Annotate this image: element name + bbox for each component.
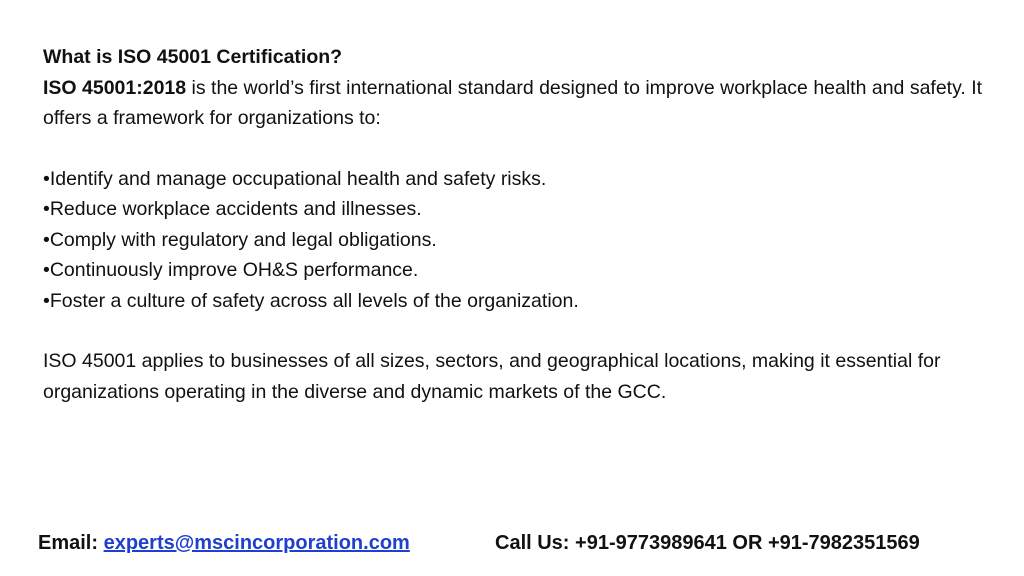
list-item-text: Comply with regulatory and legal obligations.	[49, 228, 437, 251]
bullet-icon: •	[43, 259, 50, 281]
bullet-icon: •	[43, 198, 50, 220]
standard-name: ISO 45001:2018	[43, 76, 187, 99]
page-title: What is ISO 45001 Certification?	[43, 46, 343, 68]
intro-text: is the world’s first international standard designed to improve workplace health and safety. It offers a framework for organizations to:	[43, 76, 983, 129]
benefits-list	[43, 164, 993, 317]
list-item	[43, 164, 993, 195]
phone-contact: Call Us: +91-9773989641 OR +91-7982351569	[495, 532, 920, 554]
bullet-icon: •	[43, 167, 50, 190]
list-item-text: Continuously improve OH&S performance.	[49, 259, 419, 281]
intro-paragraph	[43, 73, 993, 134]
closing-paragraph: ISO 45001 applies to businesses of all sizes, sectors, and geographical locations, making it essential for organizations operating in the diverse and dynamic markets of the GCC.	[43, 350, 941, 403]
list-item-text: Foster a culture of safety across all levels of the organization.	[49, 289, 579, 312]
list-item	[43, 225, 993, 256]
list-item	[43, 255, 993, 286]
list-item-text: Reduce workplace accidents and illnesses.	[49, 198, 422, 220]
bullet-icon: •	[43, 289, 50, 312]
email-link[interactable]: experts@mscincorporation.com	[103, 532, 410, 554]
content-area	[43, 42, 993, 407]
list-item	[43, 286, 993, 317]
list-item-text: Identify and manage occupational health and safety risks.	[49, 167, 547, 190]
email-label: Email:	[38, 532, 104, 554]
bullet-icon: •	[43, 228, 50, 251]
list-item	[43, 194, 993, 225]
email-contact	[38, 528, 410, 558]
